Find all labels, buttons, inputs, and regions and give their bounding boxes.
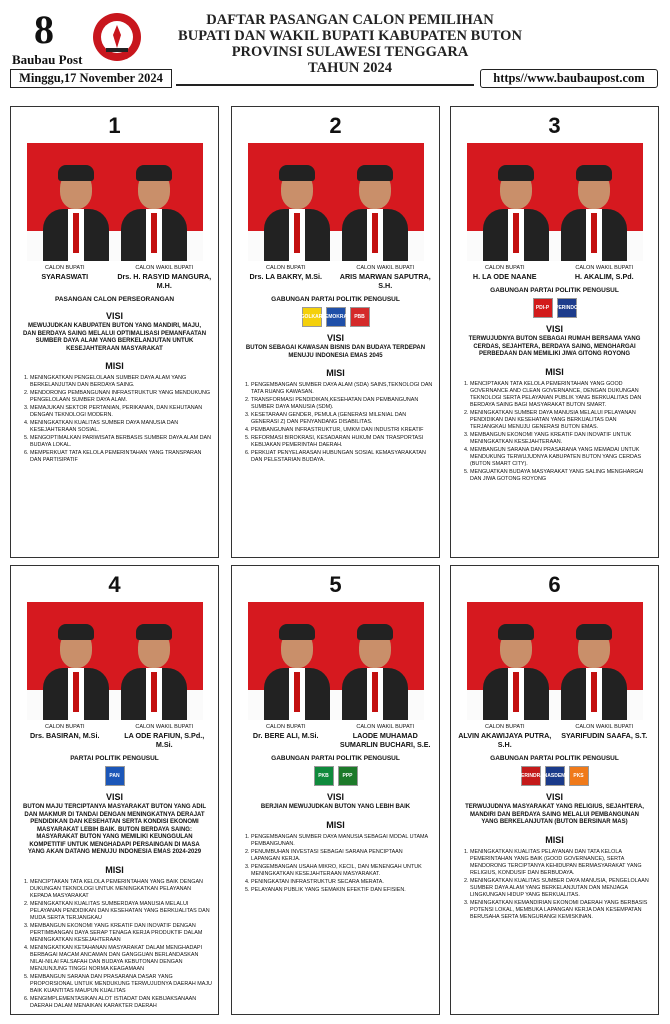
wakil-portrait [559,612,629,720]
party-logo: PPP [338,766,358,786]
portrait-cap [58,165,94,181]
party-heading: GABUNGAN PARTAI POLITIK PENGUSUL [271,755,400,762]
misi-item: 6. MENGIMPLEMENTASIKAN ALOT ISTIADAT DAN KEBIJAKSANAAN DAERAH DALAM MENAIKAN KARAKTER DAERAH [30,996,212,1010]
portrait-tie [513,213,519,253]
bupati-name: Drs. BASIRAN, M.Si. [29,731,100,740]
party-logo: DEMOKRAT [326,307,346,327]
portrait-cap [279,624,315,640]
visi-text: BERJIAN MEWUJUDKAN BUTON YANG LEBIH BAIK [260,804,411,810]
misi-heading: MISI [545,834,564,845]
title-line-4: TAHUN 2024 [308,60,392,76]
misi-item: 2. PENUMBUHAN INVESTASI SEBAGAI SARANA PENCIPTAAN LAPANGAN KERJA. [251,849,433,863]
visi-heading: VISI [105,311,123,321]
wakil-name: ARIS MARWAN SAPUTRA, S.H. [339,272,431,290]
party-logos [11,766,218,784]
portrait-tie [294,213,300,253]
candidate-photo [248,143,424,261]
portrait-cap [357,624,393,640]
misi-item: 5. REFORMASI BIROKRASI, KESADARAN HUKUM DAN TRASPORTASI KEBIJAKAN PEMERINTAH DAERAH. [251,435,433,449]
portrait-tie [73,672,79,712]
candidate-names [11,724,218,749]
party-logo: PKS [569,766,589,786]
portrait-cap [576,165,612,181]
wakil-role: CALON WAKIL BUPATI [575,724,634,730]
bupati-portrait [262,612,332,720]
wakil-portrait [119,153,189,261]
visi-heading: VISI [326,792,344,802]
party-logos [451,298,658,316]
misi-list [21,879,212,1010]
misi-heading: MISI [326,819,345,830]
misi-heading: MISI [105,864,124,875]
misi-item: 6. PERKUAT PENYELARASAN HUBUNGAN SOSIAL KEMASYARAKATAN DAN PELESTARIAN BUDAYA. [251,450,433,464]
party-logo: NASDEM [545,766,565,786]
visi-heading: VISI [545,792,563,802]
wakil-name: H. AKALIM, S.Pd. [574,272,634,281]
bupati-label [238,265,334,290]
title-line-2: BUPATI DAN WAKIL BUPATI KABUPATEN BUTON [178,28,522,44]
candidate-number: 1 [108,113,121,138]
candidate-card [231,106,440,558]
party-logos [232,766,439,784]
website-url: https//www.baubaupost.com [480,69,658,88]
visi-text: TERWUJUDNYA BUTON SEBAGAI RUMAH BERSAMA YANG CERDAS, SEJAHTERA, BERDAYA SAING, MENGHARGAI PERBEDAAN DAN MEMILIKI JIWA GITONG ROYONG [468,336,641,357]
misi-item: 5. MENGUATKAN BUDAYA MASYARAKAT YANG SALING MENGHARGAI DAN JIWA GOTONG ROYONG [470,469,652,483]
header-rule [176,84,474,86]
party-heading: GABUNGAN PARTAI POLITIK PENGUSUL [271,296,400,303]
misi-item: 5. MENGOPTIMALKAN PARIWISATA BERBASIS SUMBER DAYA ALAM DAN BUDAYA LOKAL. [30,435,212,449]
candidate-number: 2 [329,113,342,138]
title-line-3: PROVINSI SULAWESI TENGGARA [231,44,469,60]
misi-item: 3. KESETARAAN GENDER, PEMULA (GENERASI MILENIAL DAN GENERASI Z) DAN PENYANDANG DISABILITAS. [251,412,433,426]
bupati-portrait [481,153,551,261]
page-number: 8 [34,7,54,52]
portrait-tie [73,213,79,253]
publication-date: Minggu,17 November 2024 [10,69,172,88]
wakil-role: CALON WAKIL BUPATI [135,724,194,730]
candidate-names [451,724,658,749]
portrait-tie [591,672,597,712]
wakil-portrait [340,612,410,720]
wakil-role: CALON WAKIL BUPATI [135,265,194,271]
party-logo: PERINDO [557,298,577,318]
portrait-cap [279,165,315,181]
misi-list [21,375,212,464]
misi-item: 2. MENINGKATKAN KUALITAS SUMBERDAYA MANUSIA MELALUI PELAYANAN PENDIDIKAN DAN KESEHATAN YANG BERKUALITAS DAN MUDA SERTA TERJANGKAU [30,901,212,922]
wakil-name: SYARIFUDIN SAAFA, S.T. [561,731,648,740]
bupati-name: Dr. BERE ALI, M.Si. [252,731,319,740]
bupati-name: Drs. LA BAKRY, M.Si. [249,272,323,281]
visi-heading: VISI [105,792,123,802]
candidate-number: 4 [108,572,121,597]
candidate-photo [248,602,424,720]
misi-item: 4. MENINGKATKAN KETAHANAN MASYARAKAT DALAM MENGHADAPI BERBAGAI MACAM ANCAMAN DAN GANGGUAN BERLANDASKAN NILAI-NILAI FALSAFAH DAN BUDAYA KEBUTONAN DENGAN MENJUNJUNG TINGGI NORMA KEAGAMAAN [30,945,212,973]
candidate-card [10,106,219,558]
portrait-tie [591,213,597,253]
portrait-tie [151,213,157,253]
bupati-label [17,265,113,290]
candidate-names [451,265,658,281]
misi-heading: MISI [326,368,345,378]
wakil-role: CALON WAKIL BUPATI [356,265,415,271]
bupati-role: CALON BUPATI [265,724,306,730]
misi-item: 1. MENINGKATKAN PENGELOLAAN SUMBER DAYA ALAM YANG BERKELANJUTAN DAN BERDAYA SAING. [30,375,212,389]
wakil-portrait [119,612,189,720]
misi-item: 4. MENINGKATKAN KUALITAS SUMBER DAYA MANUSIA DAN KESEJAHTERAAN SOSIAL. [30,420,212,434]
visi-text: MEWUJUDKAN KABUPATEN BUTON YANG MANDIRI, MAJU, DAN BERDAYA SAING MELALUI OPTIMALISASI PEMANFAATAN SUMBER DAYA ALAM YANG BERKELANJUTAN UNTUK KESEJAHTERAAN MASYARAKAT [22,323,207,352]
party-logos [232,307,439,325]
candidate-card [450,565,659,1015]
wakil-portrait [559,153,629,261]
page-header [0,0,670,100]
misi-item: 5. PELAYANAN PUBLIK YANG SEMAKIN EFEKTIF DAN EFISIEN. [251,887,433,894]
portrait-cap [58,624,94,640]
misi-item: 1. MENINGKATKAN KUALITAS PELAYANAN DAN TATA KELOLA PEMERINTAHAN YANG BAIK (GOOD GOVERNANCE), SERTA MENDORONG TERCIPTANYA KEHIDUPAN BERMASYARAKAT YANG RELIGIUS, KONDUSIF DAN BERBUDAYA. [470,849,652,877]
party-logo: PBB [350,307,370,327]
bupati-label [457,724,553,749]
visi-text: BUTON SEBAGAI KAWASAN BISNIS DAN BUDAYA TERDEPAN MENUJU INDONESIA EMAS 2045 [245,345,426,359]
party-heading: PASANGAN CALON PERSEORANGAN [54,296,175,303]
candidate-card [450,106,659,558]
misi-item: 3. MEMBANGUN EKONOMI YANG KREATIF DAN INOVATIF DENGAN PERTIMBANGAN DAYA SERAP TENAGA KERJA PRODUKTIF DALAM MENINGKATKAN KESEJAHTERAAN [30,923,212,944]
portrait-tie [294,672,300,712]
wakil-portrait [340,153,410,261]
visi-text: TERWUJUDNYA MASYARAKAT YANG RELIGIUS, SEJAHTERA, MANDIRI DAN BERDAYA SAING MELALUI PEMBANGUNAN YANG BERKELANJUTAN (BUTON BERSINAR MAS) [465,804,644,825]
misi-list [242,382,433,464]
misi-item: 3. MENINGKATKAN KEMANDIRIAN EKONOMI DAERAH YANG BERBASIS POTENSI LOKAL, MEMBUKA LAPANGAN KERJA DAN KESEMPATAN BERUSAHA SERTA MENGURANGI KEMISKINAN. [470,900,652,921]
misi-item: 3. MEMAJUKAN SEKTOR PERTANIAN, PERIKANAN, DAN KEHUTANAN DENGAN TEKNOLOGI MODERN. [30,405,212,419]
misi-heading: MISI [545,366,564,377]
candidate-names [232,724,439,749]
candidate-card [231,565,440,1015]
visi-heading: VISI [545,324,563,334]
portrait-tie [151,672,157,712]
wakil-label [116,724,212,749]
misi-list [461,849,652,921]
wakil-name: LAODE MUHAMAD SUMARLIN BUCHARI, S.E. [339,731,431,749]
party-heading: GABUNGAN PARTAI POLITIK PENGUSUL [490,287,619,294]
party-logo: GERINDRA [521,766,541,786]
bupati-name: ALVIN AKAWIJAYA PUTRA, S.H. [458,731,552,749]
bupati-role: CALON BUPATI [484,265,525,271]
bupati-role: CALON BUPATI [44,265,85,271]
wakil-label [337,724,433,749]
candidate-photo [467,143,643,261]
bupati-name: H. LA ODE NAANE [472,272,537,281]
candidate-photo [27,602,203,720]
portrait-cap [498,165,534,181]
misi-item: 1. MENCIPTAKAN TATA KELOLA PEMERINTAHAN YANG GOOD GOVERNANCE AND CLEAN GOVERNANCE, DENGAN DUKUNGAN TEKNOLOGI SERTA PELAYANAN PUBLIK YANG BERKUALITAS DAN BERDAYA SAING BAGI MASYARAKAT BUTON SMART. [470,381,652,409]
bupati-name: SYARASWATI [41,272,89,281]
candidate-names [11,265,218,290]
bupati-portrait [481,612,551,720]
wakil-label [116,265,212,290]
title-line-1: DAFTAR PASANGAN CALON PEMILIHAN [206,12,494,28]
candidate-number: 6 [548,572,561,597]
misi-item: 2. MENDORONG PEMBANGUNAN INFRASTRUKTUR YANG MENDUKUNG PENGELOLAAN SUMBER DAYA ALAM. [30,390,212,404]
party-heading: PARTAI POLITIK PENGUSUL [70,755,159,762]
party-logo: PAN [105,766,125,786]
misi-heading: MISI [105,361,124,371]
bupati-role: CALON BUPATI [484,724,525,730]
wakil-label [337,265,433,290]
kpu-logo [92,8,142,66]
misi-item: 4. PEMBANGUNAN INFRASTRUKTUR, UMKM DAN INDUSTRI KREATIF [251,427,433,434]
misi-list [242,834,433,894]
portrait-cap [136,165,172,181]
portrait-cap [498,624,534,640]
portrait-cap [136,624,172,640]
misi-item: 2. TRANSFORMASI PENDIDIKAN,KESEHATAN DAN PEMBANGUNAN SUMBER DAYA MANUSIA (SDM). [251,397,433,411]
misi-item: 2. MENINGKATKAN KUALITAS SUMBER DAYA MANUSIA, PENGELOLAAN SUMBER DAYA ALAM YANG BERKELANJUTAN DAN MENJAGA LINGKUNGAN HIDUP YANG BERKUALITAS. [470,878,652,899]
misi-item: 1. PENGEMBANGAN SUMBER DAYA ALAM (SDA) SAINS,TEKNOLOGI DAN TATA RUANG KAWASAN. [251,382,433,396]
party-logo: PDI-P [533,298,553,318]
misi-item: 3. PENGEMBANGAN USAHA MIKRO, KECIL, DAN MENENGAH UNTUK MENINGKATKAN KESEJAHTERAAN MASYARAKAT. [251,864,433,878]
candidate-card [10,565,219,1015]
candidate-photo [27,143,203,261]
misi-item: 4. MEMBANGUN SARANA DAN PRASARANA YANG MEMADAI UNTUK MENDUKUNG TERWUJUDNYA KABUPATEN BUTON YANG CERDAS (BUTON SMART CITY). [470,447,652,468]
party-logo: GOLKAR [302,307,322,327]
visi-text: BUTON MAJU TERCIPTANYA MASYARAKAT BUTON YANG ADIL DAN MAKMUR DI TANDAI DENGAN MENINGKATNYA DERAJAT PENDIDIKAN DAN KESEHATAN SERTA KONDISI EKONOMI MASYARAKAT LEBIH BAIK. BUTON BERDAYA SAING: MASYARAKAT BUTON YANG MEMILIKI KEUNGGULAN KOMPETITIF UNTUK MENGHADAPI PERSAINGAN DI MASA YANG AKAN DATANG MENUJU INDONESIA EMAS 2024-2029 [22,804,207,855]
misi-item: 4. PENINGKATAN INFRASTRUKTUR SECARA MERATA. [251,879,433,886]
party-heading: GABUNGAN PARTAI POLITIK PENGUSUL [490,755,619,762]
publication-name: Baubau Post [12,52,83,67]
document-title [170,12,530,76]
misi-item: 1. MENCIPTAKAN TATA KELOLA PEMERINTAHAN YANG BAIK DENGAN DUKUNGAN TEKNOLOGI UNTUK MENINGKATKAN PELAYANAN KEPADA MASYARAKAT [30,879,212,900]
misi-item: 3. MEMBANGUN EKONOMI YANG KREATIF DAN INOVATIF UNTUK MENINGKATKAN KESEJAHTERAAN. [470,432,652,446]
party-logos [451,766,658,784]
candidate-names [232,265,439,290]
misi-item: 1. PENGEMBANGAN SUMBER DAYA MANUSIA SEBAGAI MODAL UTAMA PEMBANGUNAN. [251,834,433,848]
bupati-portrait [41,153,111,261]
portrait-cap [576,624,612,640]
wakil-role: CALON WAKIL BUPATI [356,724,415,730]
candidate-photo [467,602,643,720]
bupati-label [457,265,553,281]
wakil-role: CALON WAKIL BUPATI [575,265,634,271]
portrait-cap [357,165,393,181]
bupati-role: CALON BUPATI [44,724,85,730]
visi-heading: VISI [326,333,344,343]
candidate-number: 3 [548,113,561,138]
candidate-number: 5 [329,572,342,597]
bupati-portrait [41,612,111,720]
wakil-label [556,265,652,281]
misi-item: 6. MEMPERKUAT TATA KELOLA PEMERINTAHAN YANG TRANSPARAN DAN PARTISIPATIF [30,450,212,464]
bupati-role: CALON BUPATI [265,265,306,271]
misi-item: 5. MEMBANGUN SARANA DAN PRASARANA DASAR YANG PROPORSIONAL UNTUK MENDUKUNG TERWUJUDNYA DAERAH MAJU BAIK KUANTITAS MAUPUN KUALITAS [30,974,212,995]
misi-item: 2. MENINGKATKAN SUMBER DAYA MANUSIA MELALUI PELAYANAN PENDIDIKAN DAN KESEHATAN YANG BERKUALITAS DAN TERJANGKAU MENUJU GENERASI BUTON EMAS. [470,410,652,431]
wakil-label [556,724,652,749]
party-logo: PKB [314,766,334,786]
portrait-tie [372,213,378,253]
misi-list [461,381,652,483]
portrait-tie [513,672,519,712]
portrait-tie [372,672,378,712]
bupati-portrait [262,153,332,261]
bupati-label [17,724,113,749]
bupati-label [238,724,334,749]
wakil-name: LA ODE RAFIUN, S.Pd., M.Si. [124,731,205,749]
wakil-name: Drs. H. RASYID MANGURA, M.H. [117,272,212,290]
